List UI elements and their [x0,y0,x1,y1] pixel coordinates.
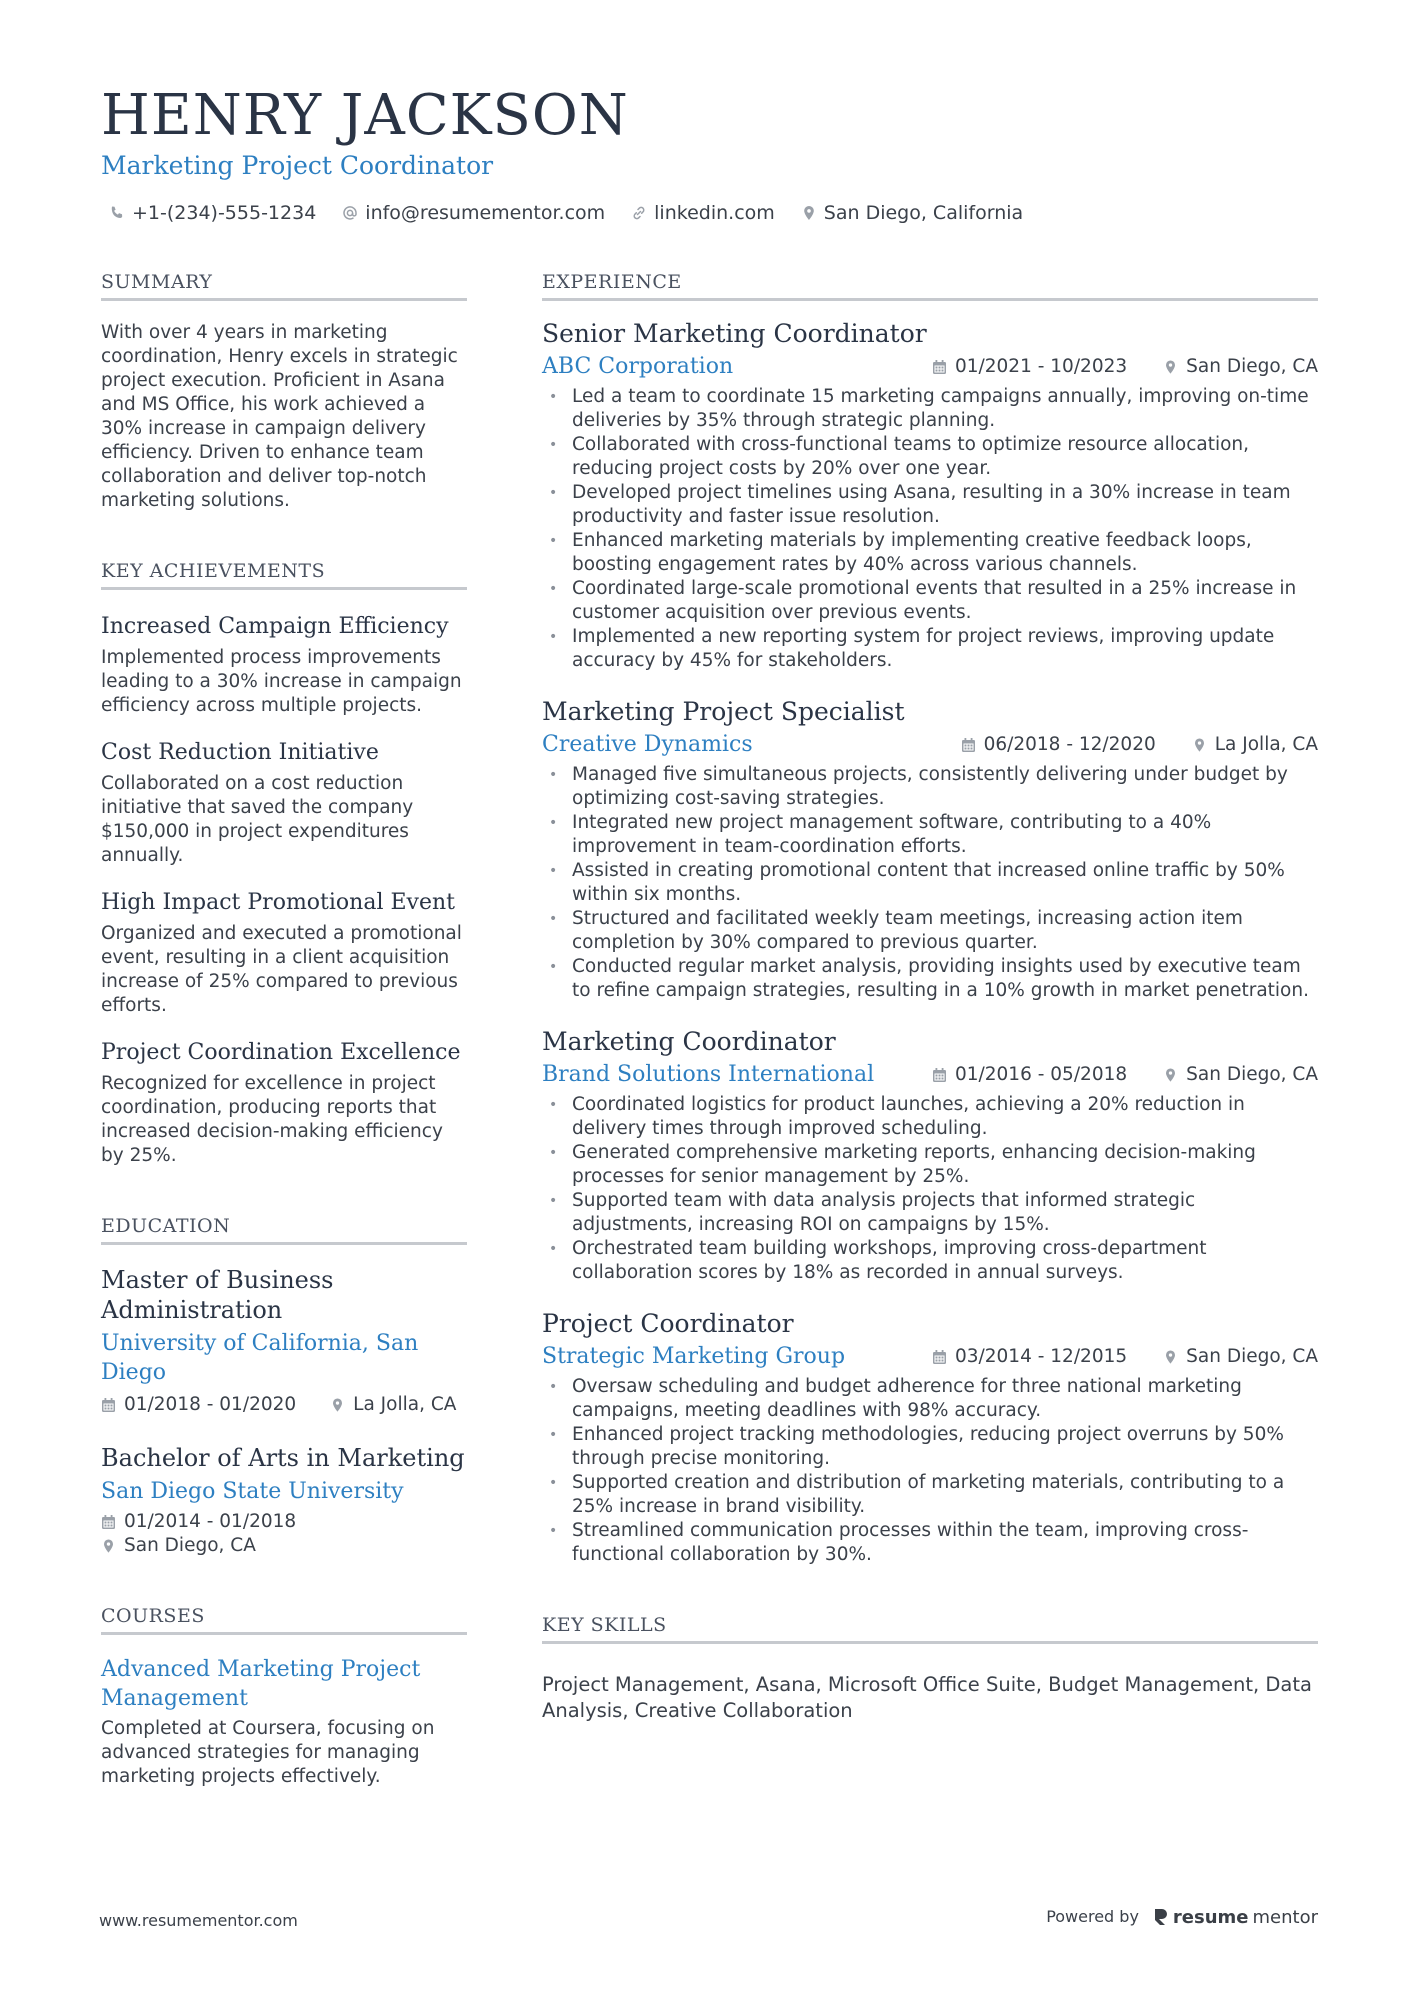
job-location: San Diego, CA [1186,1064,1318,1085]
footer-branding [1046,1906,1318,1928]
email-text: info@resumementor.com [365,202,606,224]
education-location: La Jolla, CA [353,1394,457,1415]
education-dates: 01/2014 - 01/2018 [124,1511,297,1532]
job-location: La Jolla, CA [1214,734,1318,755]
job-bullet: • Orchestrated team building workshops, improving cross-department collaboration scores by 18% as recorded in annual surveys. [542,1237,1318,1285]
job-company[interactable]: Creative Dynamics [542,732,753,757]
job-bullet: • Coordinated large-scale promotional events that resulted in a 25% increase in customer acquisition over previous events. [542,577,1318,625]
contact-linkedin[interactable] [631,199,775,227]
achievement-text: Collaborated on a cost reduction initiative that saved the company $150,000 in project expenditures annually. [101,773,414,866]
job-location: San Diego, CA [1186,1346,1318,1367]
at-icon [342,205,358,221]
job-bullets [542,1375,1318,1567]
brand-bold: resume [1172,1906,1249,1928]
job-bullets [542,763,1318,1003]
job-entry [542,1025,1318,1285]
candidate-name: HENRY JACKSON [101,83,629,148]
job-title: Senior Marketing Coordinator [542,319,927,348]
achievement-item [101,888,467,1018]
left-column [101,268,467,1789]
course-title: Advanced Marketing Project Management [101,1657,421,1711]
job-dates: 01/2021 - 10/2023 [954,356,1128,377]
job-location-group [1163,1345,1318,1369]
job-bullet: • Implemented a new reporting system for project reviews, improving update accuracy by 45% for stakeholders. [542,625,1318,673]
achievement-item [101,1038,467,1168]
job-title: Project Coordinator [542,1309,794,1338]
job-dates: 06/2018 - 12/2020 [983,734,1156,755]
location-text: San Diego, California [823,202,1024,224]
job-location-group [1192,733,1318,757]
job-meta [932,355,1318,379]
job-bullets [542,385,1318,673]
job-company[interactable]: Brand Solutions International [542,1062,875,1087]
education-dates-line [101,1510,467,1534]
job-bullet: • Integrated new project management software, contributing to a 40% improvement in team-coordination efforts. [542,811,1318,859]
job-bullet: • Collaborated with cross-functional teams to optimize resource allocation, reducing project costs by 20% over one year. [542,433,1318,481]
course-text: Completed at Coursera, focusing on advanced strategies for managing marketing projects effectively. [101,1718,435,1787]
job-row [542,730,1318,760]
achievement-title: Cost Reduction Initiative [101,740,379,765]
job-bullet: • Supported team with data analysis projects that informed strategic adjustments, increasing ROI on campaigns by 15%. [542,1189,1318,1237]
courses-section [101,1602,467,1789]
location-pin-icon [1163,1067,1178,1083]
location-pin-icon [330,1397,345,1413]
location-pin-icon [801,205,817,221]
achievements-section [101,557,467,1168]
job-bullet: • Structured and facilitated weekly team meetings, increasing action item completion by 30% compared to previous quarter. [542,907,1318,955]
job-row [542,1060,1318,1090]
achievement-title: Project Coordination Excellence [101,1040,461,1065]
job-dates: 01/2016 - 05/2018 [954,1064,1128,1085]
skills-section [542,1611,1318,1724]
skills-heading: KEY SKILLS [542,1611,1318,1644]
resumementor-logo-icon [1153,1907,1169,1927]
job-entry [542,1307,1318,1567]
education-item [101,1265,467,1417]
powered-by-text: Powered by [1046,1907,1139,1926]
job-location: San Diego, CA [1186,356,1318,377]
brand-light: mentor [1252,1906,1318,1928]
location-pin-icon [101,1538,116,1554]
education-degree: Bachelor of Arts in Marketing [101,1444,465,1472]
location-pin-icon [1163,359,1178,375]
location-pin-icon [1192,737,1207,753]
phone-text: +1-(234)-555-1234 [132,202,317,224]
job-location-group [1163,355,1318,379]
job-bullet: • Enhanced marketing materials by implementing creative feedback loops, boosting engagement rates by 40% across various channels. [542,529,1318,577]
brand-logo[interactable] [1153,1907,1318,1928]
achievement-title: High Impact Promotional Event [101,890,455,915]
contact-bar [109,199,1023,227]
education-dates: 01/2018 - 01/2020 [124,1394,297,1415]
job-bullet: • Coordinated logistics for product launches, achieving a 20% reduction in delivery times through improved scheduling. [542,1093,1318,1141]
education-location: San Diego, CA [124,1535,256,1556]
summary-text: With over 4 years in marketing coordination, Henry excels in strategic project execution. Proficient in Asana and MS Office, his work achieved a 30% increase in campaign delivery efficiency. Driven to enhance team collaboration and deliver top-notch marketing solutions. [101,322,458,511]
job-company[interactable]: Strategic Marketing Group [542,1344,846,1369]
job-entry [542,317,1318,673]
achievement-text: Organized and executed a promotional event, resulting in a client acquisition increase of 25% compared to previous efforts. [101,923,462,1016]
calendar-icon [932,1349,947,1365]
job-bullet: • Enhanced project tracking methodologies, reducing project overruns by 50% through precise monitoring. [542,1423,1318,1471]
job-dates-group [961,733,1156,757]
job-entry [542,695,1318,1003]
job-title: Marketing Coordinator [542,1027,836,1056]
job-meta [961,733,1318,757]
phone-icon [109,205,125,221]
education-heading: EDUCATION [101,1212,467,1245]
achievement-text: Recognized for excellence in project coordination, producing reports that increased decision-making efficiency by 25%. [101,1073,443,1166]
calendar-icon [932,359,947,375]
contact-email[interactable] [342,199,605,227]
course-item [101,1655,467,1789]
job-bullet: • Managed five simultaneous projects, consistently delivering under budget by optimizing cost-saving strategies. [542,763,1318,811]
job-bullet: • Assisted in creating promotional content that increased online traffic by 50% within six months. [542,859,1318,907]
job-bullet: • Oversaw scheduling and budget adherence for three national marketing campaigns, meeting deadlines with 98% accuracy. [542,1375,1318,1423]
location-pin-icon [1163,1349,1178,1365]
experience-section [542,268,1318,1567]
candidate-role: Marketing Project Coordinator [101,151,494,180]
job-row [542,1342,1318,1372]
job-dates-group [932,1345,1127,1369]
job-location-group [1163,1063,1318,1087]
achievement-item [101,738,467,868]
education-meta [101,1393,467,1417]
link-icon [631,205,647,221]
right-column [542,268,1318,1724]
achievements-heading: KEY ACHIEVEMENTS [101,557,467,590]
job-meta [932,1063,1318,1087]
skills-text: Project Management, Asana, Microsoft Office Suite, Budget Management, Data Analysis, Creative Collaboration [542,1673,1312,1722]
job-bullet: • Led a team to coordinate 15 marketing campaigns annually, improving on-time deliveries by 35% through strategic planning. [542,385,1318,433]
job-dates: 03/2014 - 12/2015 [954,1346,1128,1367]
contact-phone[interactable] [109,199,316,227]
education-section [101,1212,467,1558]
education-school: University of California, San Diego [101,1331,419,1385]
job-bullet: • Conducted regular market analysis, providing insights used by executive team to refine campaign strategies, resulting in a 10% growth in market penetration. [542,955,1318,1003]
education-degree: Master of Business Administration [101,1266,334,1324]
achievement-item [101,612,467,718]
summary-heading: SUMMARY [101,268,467,301]
courses-heading: COURSES [101,1602,467,1635]
job-meta [932,1345,1318,1369]
experience-heading: EXPERIENCE [542,268,1318,301]
job-bullet: • Generated comprehensive marketing reports, enhancing decision-making processes for senior management by 25%. [542,1141,1318,1189]
education-location-line [101,1534,467,1558]
calendar-icon [961,737,976,753]
linkedin-text: linkedin.com [654,202,775,224]
job-bullet: • Streamlined communication processes within the team, improving cross-functional collaboration by 30%. [542,1519,1318,1567]
contact-location [801,199,1023,227]
job-title: Marketing Project Specialist [542,697,905,726]
summary-section [101,268,467,513]
footer-website[interactable]: www.resumementor.com [99,1911,298,1930]
calendar-icon [101,1397,116,1413]
calendar-icon [932,1067,947,1083]
education-school: San Diego State University [101,1479,404,1504]
education-item [101,1443,467,1558]
job-bullet: • Supported creation and distribution of marketing materials, contributing to a 25% increase in brand visibility. [542,1471,1318,1519]
job-bullets [542,1093,1318,1285]
achievement-text: Implemented process improvements leading to a 30% increase in campaign efficiency across multiple projects. [101,647,462,716]
experience-list [542,317,1318,1567]
job-dates-group [932,1063,1127,1087]
calendar-icon [101,1514,116,1530]
job-row [542,352,1318,382]
job-dates-group [932,355,1127,379]
achievement-title: Increased Campaign Efficiency [101,614,449,639]
job-bullet: • Developed project timelines using Asana, resulting in a 30% increase in team productivity and faster issue resolution. [542,481,1318,529]
job-company[interactable]: ABC Corporation [542,354,734,379]
